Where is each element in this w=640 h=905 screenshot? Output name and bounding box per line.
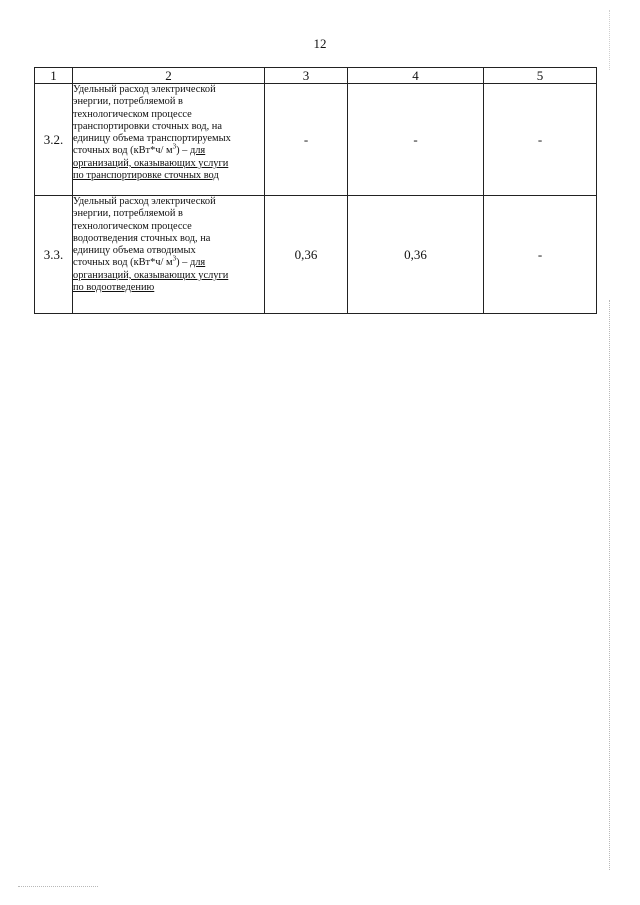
- description-line: энергии, потребляемой в: [73, 96, 183, 108]
- description-line: [73, 145, 264, 157]
- underlined-text: для: [189, 145, 206, 157]
- value-col-5: -: [484, 196, 597, 314]
- column-header-2: 2: [73, 68, 265, 84]
- table-row: [35, 84, 597, 196]
- indicator-description: [73, 84, 265, 196]
- unit-superscript: 3: [172, 143, 177, 152]
- underlined-line: организаций, оказывающих услуги: [73, 157, 229, 169]
- row-number: 3.3.: [35, 196, 73, 314]
- unit-text-end: ) –: [176, 257, 190, 269]
- description-line: водоотведения сточных вод, на: [73, 232, 211, 244]
- description-line: единицу объема транспортируемых: [73, 133, 231, 145]
- description-line: [73, 257, 264, 269]
- unit-text: сточных вод (кВт*ч/ м: [73, 257, 173, 269]
- description-line: технологическом процессе: [73, 108, 192, 120]
- unit-superscript: 3: [172, 255, 177, 264]
- value-col-4: 0,36: [348, 196, 484, 314]
- underlined-text: для: [189, 257, 206, 269]
- scan-edge-artifact: [609, 10, 610, 70]
- indicator-description: [73, 196, 265, 314]
- page-number: 12: [313, 36, 327, 51]
- column-header-5: 5: [484, 68, 597, 84]
- scan-edge-artifact: [609, 300, 610, 870]
- unit-text: сточных вод (кВт*ч/ м: [73, 145, 173, 157]
- column-header-1: 1: [35, 68, 73, 84]
- column-header-4: 4: [348, 68, 484, 84]
- table-header-row: [35, 68, 597, 84]
- description-line: единицу объема отводимых: [73, 245, 196, 257]
- table-row: [35, 196, 597, 314]
- unit-text-end: ) –: [176, 145, 190, 157]
- description-line: технологическом процессе: [73, 220, 192, 232]
- value-col-3: -: [265, 84, 348, 196]
- value-col-5: -: [484, 84, 597, 196]
- underlined-line: по транспортировке сточных вод: [73, 170, 219, 182]
- value-col-4: -: [348, 84, 484, 196]
- value-col-3: 0,36: [265, 196, 348, 314]
- underlined-line: организаций, оказывающих услуги: [73, 269, 229, 281]
- scan-bottom-artifact: [18, 886, 98, 887]
- description-line: транспортировки сточных вод, на: [73, 120, 222, 132]
- column-header-3: 3: [265, 68, 348, 84]
- data-table: [34, 67, 597, 314]
- underlined-line: по водоотведению: [73, 282, 155, 294]
- description-line: Удельный расход электрической: [73, 84, 216, 95]
- row-number: 3.2.: [35, 84, 73, 196]
- description-line: энергии, потребляемой в: [73, 208, 183, 220]
- description-line: Удельный расход электрической: [73, 196, 216, 207]
